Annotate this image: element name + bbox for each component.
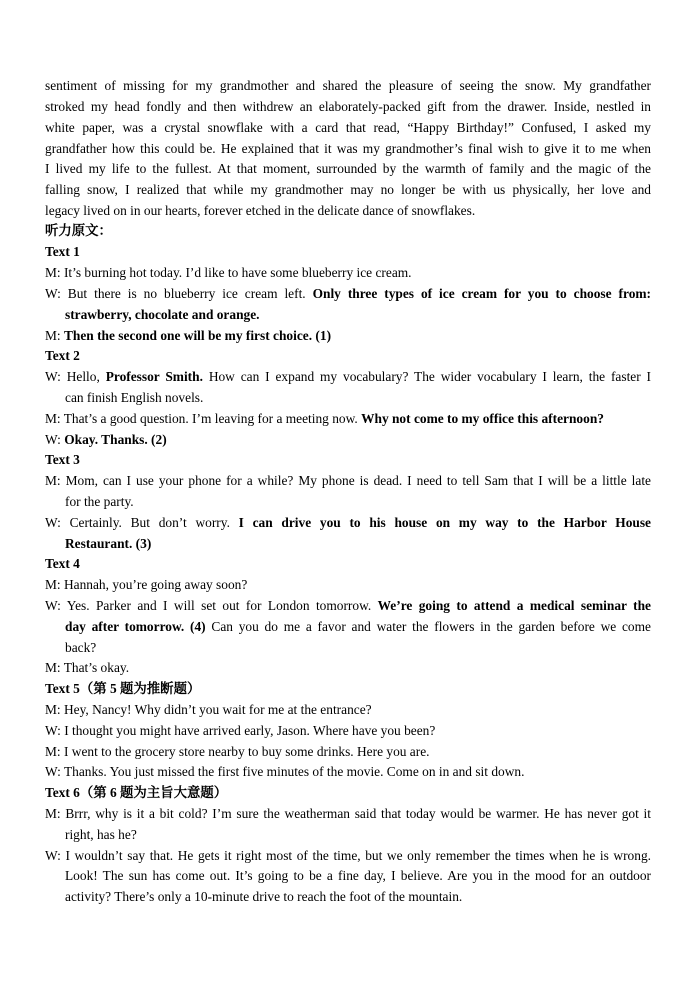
text-2-heading: Text 2 [45,348,80,363]
intro-line: legacy lived on in our hearts, forever etched in the delicate dance of snowflakes. [45,203,476,218]
intro-line: stroked my head fondly and then withdrew an elaborately-packed gift from the drawer. Inside, nestled in [45,99,651,114]
intro-line: falling snow, I realized that while my grandmother may no longer be with us physically, her love and [45,182,651,197]
dialogue-line [45,369,651,385]
dialogue-line [45,328,651,344]
dialogue-line: activity? There’s only a 10-minute drive to reach the foot of the mountain. [65,889,463,904]
section-title: 听力原文： [45,223,112,238]
dialogue-line: M: I went to the grocery store nearby to buy some drinks. Here you are. [45,744,430,759]
dialogue-line [65,619,651,635]
dialogue-line: W: I wouldn’t say that. He gets it right most of the time, but we only remember the times when he is wrong. [45,848,651,863]
dialogue-line [45,411,651,427]
dialogue-line: M: That’s okay. [45,660,130,675]
dialogue-line: M: Hey, Nancy! Why didn’t you wait for me at the entrance? [45,702,372,717]
dialogue-line: can finish English novels. [65,390,204,405]
speaker-label: M: [45,328,64,343]
key-sentence: Restaurant. (3) [65,536,152,551]
dialogue-line: M: Hannah, you’re going away soon? [45,577,248,592]
key-sentence: I can drive you to his house on my way to the Harbor House [238,515,651,530]
dialogue-line: M: Mom, can I use your phone for a while? My phone is dead. I need to tell Sam that I will be a little late [45,473,651,488]
intro-line: grandfather how this could be. He explained that it was my grandmother’s final wish to give it to me when [45,141,651,156]
dialogue-line: W: Thanks. You just missed the first five minutes of the movie. Come on in and sit down. [45,764,525,779]
key-sentence: Then the second one will be my first choice. (1) [63,328,332,343]
text-3-heading: Text 3 [45,452,80,467]
key-sentence: day after tomorrow. (4) [65,619,206,634]
dialogue-line [45,598,651,614]
text-4-heading: Text 4 [45,556,80,571]
key-sentence: Why not come to my office this afternoon? [361,411,604,426]
dialogue-text: M: That’s a good question. I’m leaving for a meeting now. [45,411,362,426]
intro-line: sentiment of missing for my grandmother and shared the pleasure of seeing the snow. My grandfather [45,78,651,93]
dialogue-line: M: Brrr, why is it a bit cold? I’m sure the weatherman said that today would be warmer. He has never got it [45,806,651,821]
text-5-heading: Text 5（第 5 题为推断题） [45,681,201,696]
dialogue-text: W: But there is no blueberry ice cream left. [45,286,313,301]
dialogue-text: How can I expand my vocabulary? The wider vocabulary I learn, the faster I [202,369,652,384]
dialogue-line: for the party. [65,494,134,509]
key-sentence: We’re going to attend a medical seminar the [377,598,651,613]
speaker-label: W: [45,432,65,447]
dialogue-text: W: Yes. Parker and I will set out for London tomorrow. [45,598,378,613]
key-sentence: Professor Smith. [105,369,203,384]
dialogue-text: Can you do me a favor and water the flowers in the garden before we come [205,619,651,634]
dialogue-line: W: I thought you might have arrived early, Jason. Where have you been? [45,723,436,738]
key-sentence: Okay. Thanks. (2) [64,432,167,447]
intro-line: white paper, was a crystal snowflake with a card that read, “Happy Birthday!” Confused, I asked my [45,120,651,135]
text-1-heading: Text 1 [45,244,80,259]
dialogue-line [45,432,651,448]
key-sentence: Only three types of ice cream for you to choose from: [312,286,651,301]
key-sentence: strawberry, chocolate and orange. [65,307,260,322]
dialogue-line [45,515,651,531]
dialogue-line: back? [65,640,97,655]
dialogue-line: right, has he? [65,827,137,842]
dialogue-line [45,286,651,302]
dialogue-line: M: It’s burning hot today. I’d like to have some blueberry ice cream. [45,265,412,280]
dialogue-line: Look! The sun has come out. It’s going to be a fine day, I believe. Are you in the mood for an outdoor [65,868,651,883]
dialogue-text: W: Certainly. But don’t worry. [45,515,239,530]
text-6-heading: Text 6（第 6 题为主旨大意题） [45,785,228,800]
dialogue-text: W: Hello, [45,369,106,384]
intro-line: I lived my life to the fullest. At that moment, surrounded by the warmth of family and the magic of the [45,161,651,176]
